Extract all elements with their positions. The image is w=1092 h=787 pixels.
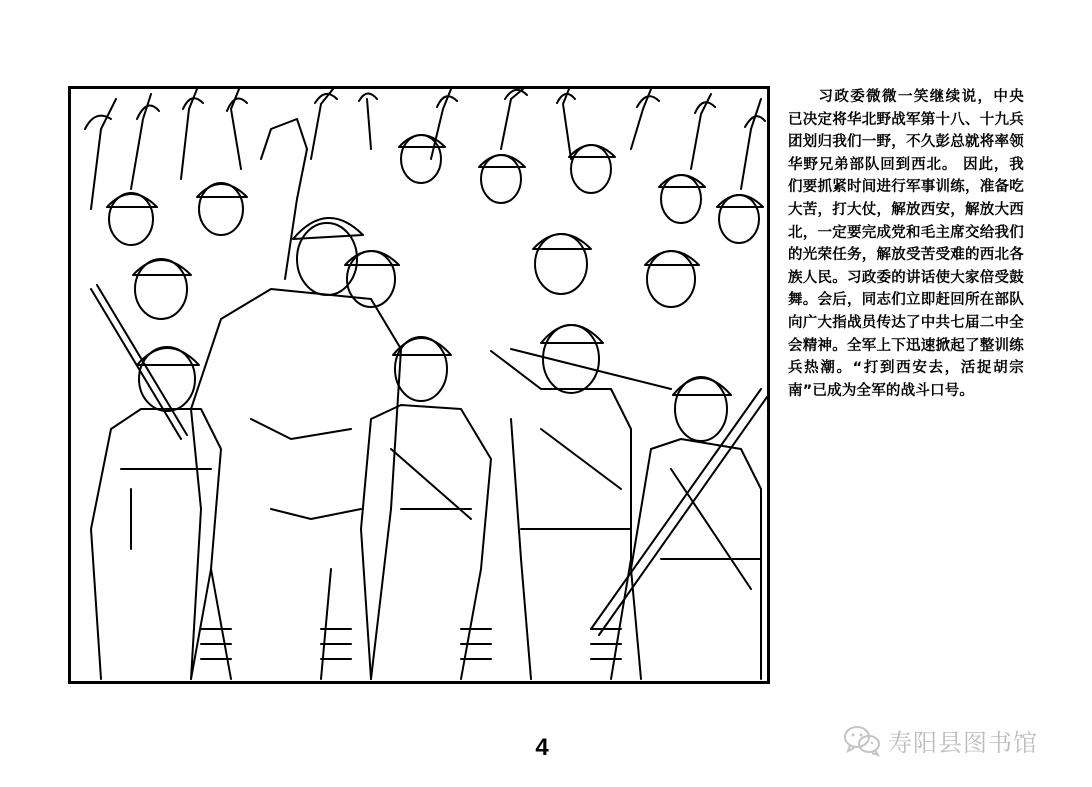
watermark-text: 寿阳县图书馆 [888, 728, 1038, 757]
comic-illustration [68, 86, 770, 684]
watermark [842, 722, 1038, 758]
soldiers-crowd-drawing [71, 89, 767, 681]
wechat-icon [842, 723, 882, 757]
story-caption: 习政委微微一笑继续说，中央已决定将华北野战军第十八、十九兵团划归我们一野，不久彭总就将率领华野兄弟部队回到西北。 因此，我们要抓紧时间进行军事训练，准备吃大苦，打大仗，解放西安，解放大西北，一定要完成党和毛主席交给我们的光荣任务，解放受苦受难的西北各族人民。习政委的讲话使大家倍受鼓舞。会后，同志们立即赶回所在部队向广大指战员传达了中共七届二中全会精神。全军上下迅速掀起了整训练兵热潮。“打到西安去，活捉胡宗南”已成为全军的战斗口号。 [788, 89, 1024, 399]
page-number: 4 [535, 734, 549, 761]
